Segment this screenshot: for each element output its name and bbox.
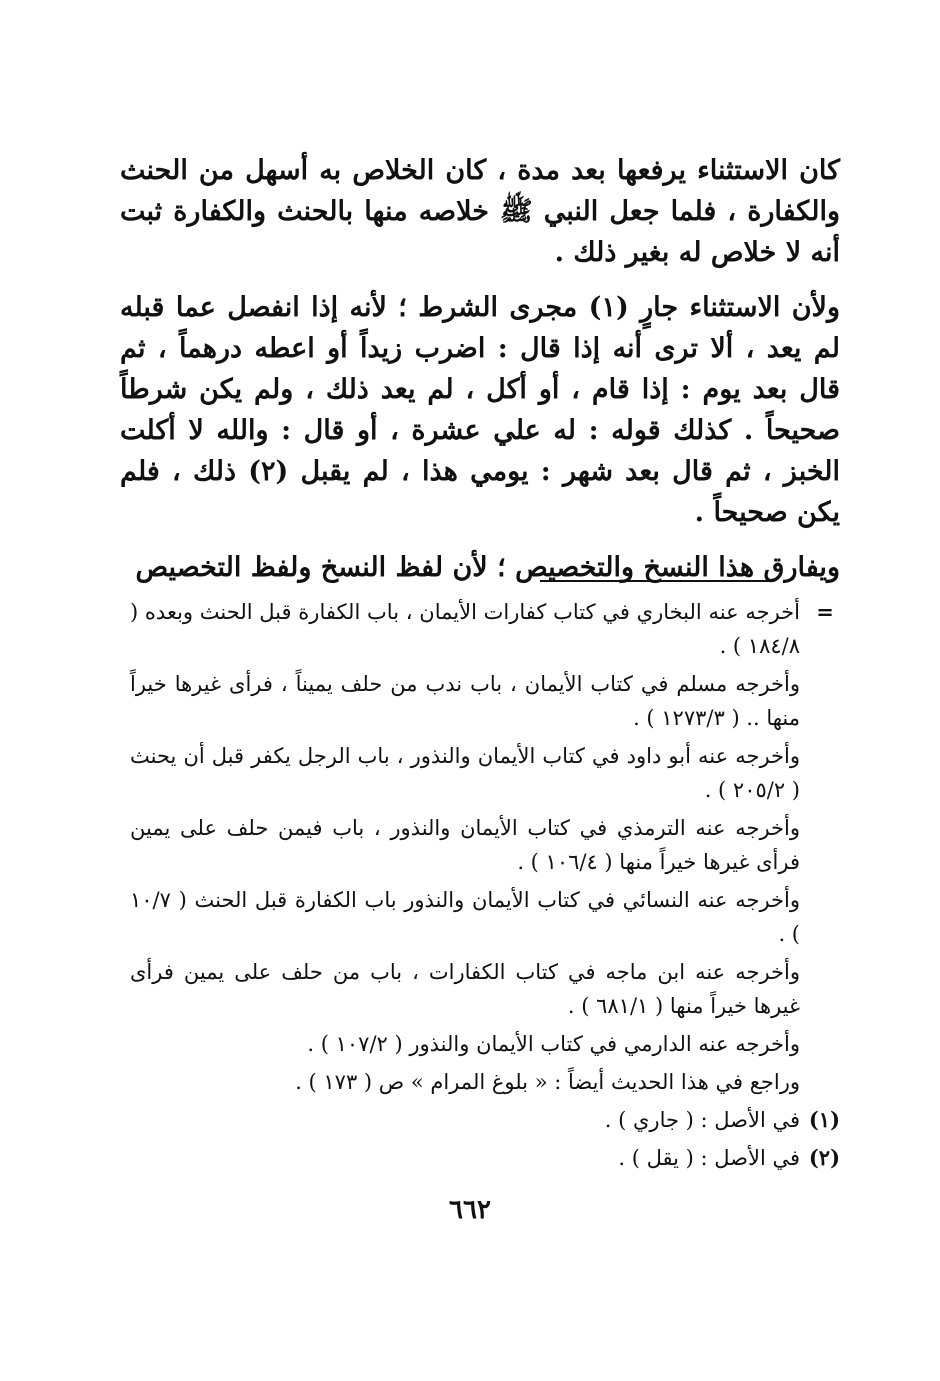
footnote-number: (٢) bbox=[808, 1145, 840, 1170]
footnote-line: وراجع في هذا الحديث أيضاً : « بلوغ المرام » ص ( ١٧٣ ) . bbox=[295, 1070, 800, 1094]
footnote-entry bbox=[120, 883, 840, 951]
footnote-note-2 bbox=[120, 1141, 840, 1175]
main-paragraph: كان الاستثناء يرفعها بعد مدة ، كان الخلاص به أسهل من الحنث والكفارة ، فلما جعل النبي ﷺ خلاصه منها بالحنث والكفارة ثبت أنه لا خلاص له بغير ذلك . bbox=[120, 155, 840, 268]
footnote-entry bbox=[120, 811, 840, 879]
footnote-line: وأخرجه عنه النسائي في كتاب الأيمان والنذور باب الكفارة قبل الحنث ( ١٠/٧ ) . bbox=[130, 888, 800, 946]
main-text bbox=[120, 150, 840, 588]
page-number: ٦٦٢ bbox=[449, 1195, 491, 1225]
footnote-line: وأخرجه مسلم في كتاب الأيمان ، باب ندب من حلف يميناً ، فرأى غيرها خيراً منها .. ( ١٢٧٣/٣ ) . bbox=[130, 672, 800, 730]
footnote-continuation bbox=[120, 595, 840, 663]
footnote-note-1 bbox=[120, 1103, 840, 1137]
continuation-marker: = bbox=[816, 599, 834, 624]
footnote-separator bbox=[540, 580, 772, 582]
main-paragraph: ولأن الاستثناء جارٍ (١) مجرى الشرط ؛ لأنه إذا انفصل عما قبله لم يعد ، ألا ترى أنه إذا قال : اضرب زيداً أو اعطه درهماً ، ثم قال بعد يوم : إذا قام ، أو أكل ، لم يعد ذلك ، ولم يكن شرطاً صحيحاً . كذلك قوله : له علي عشرة ، أو قال : والله لا أكلت الخبز ، ثم قال بعد شهر : يومي هذا ، لم يقبل (٢) ذلك ، فلم يكن صحيحاً . bbox=[120, 292, 840, 528]
footnote-line: وأخرجه عنه أبو داود في كتاب الأيمان والنذور ، باب الرجل يكفر قبل أن يحنث ( ٢٠٥/٢ ) . bbox=[130, 744, 800, 802]
footnote-line: أخرجه عنه البخاري في كتاب كفارات الأيمان ، باب الكفارة قبل الحنث وبعده ( ١٨٤/٨ ) . bbox=[130, 600, 800, 658]
footnote-text: في الأصل : ( جاري ) . bbox=[604, 1108, 800, 1132]
footnote-entry bbox=[120, 1065, 840, 1099]
footnote-entry bbox=[120, 739, 840, 807]
footnote-entry bbox=[120, 1027, 840, 1061]
footnote-line: وأخرجه عنه ابن ماجه في كتاب الكفارات ، باب من حلف على يمين فرأى غيرها خيراً منها ( ٦٨١/١ ) . bbox=[130, 960, 800, 1018]
footnote-line: وأخرجه عنه الترمذي في كتاب الأيمان والنذور ، باب فيمن حلف على يمين فرأى غيرها خيراً منها ( ١٠٦/٤ ) . bbox=[130, 816, 800, 874]
footnote-text: في الأصل : ( يقل ) . bbox=[618, 1146, 800, 1170]
footnote-number: (١) bbox=[808, 1107, 840, 1132]
footnotes bbox=[120, 595, 840, 1179]
footnote-line: وأخرجه عنه الدارمي في كتاب الأيمان والنذور ( ١٠٧/٢ ) . bbox=[307, 1032, 800, 1056]
footnote-entry bbox=[120, 667, 840, 735]
footnote-entry bbox=[120, 955, 840, 1023]
main-paragraph: ويفارق هذا النسخ والتخصيص ؛ لأن لفظ النسخ ولفظ التخصيص bbox=[135, 552, 840, 583]
